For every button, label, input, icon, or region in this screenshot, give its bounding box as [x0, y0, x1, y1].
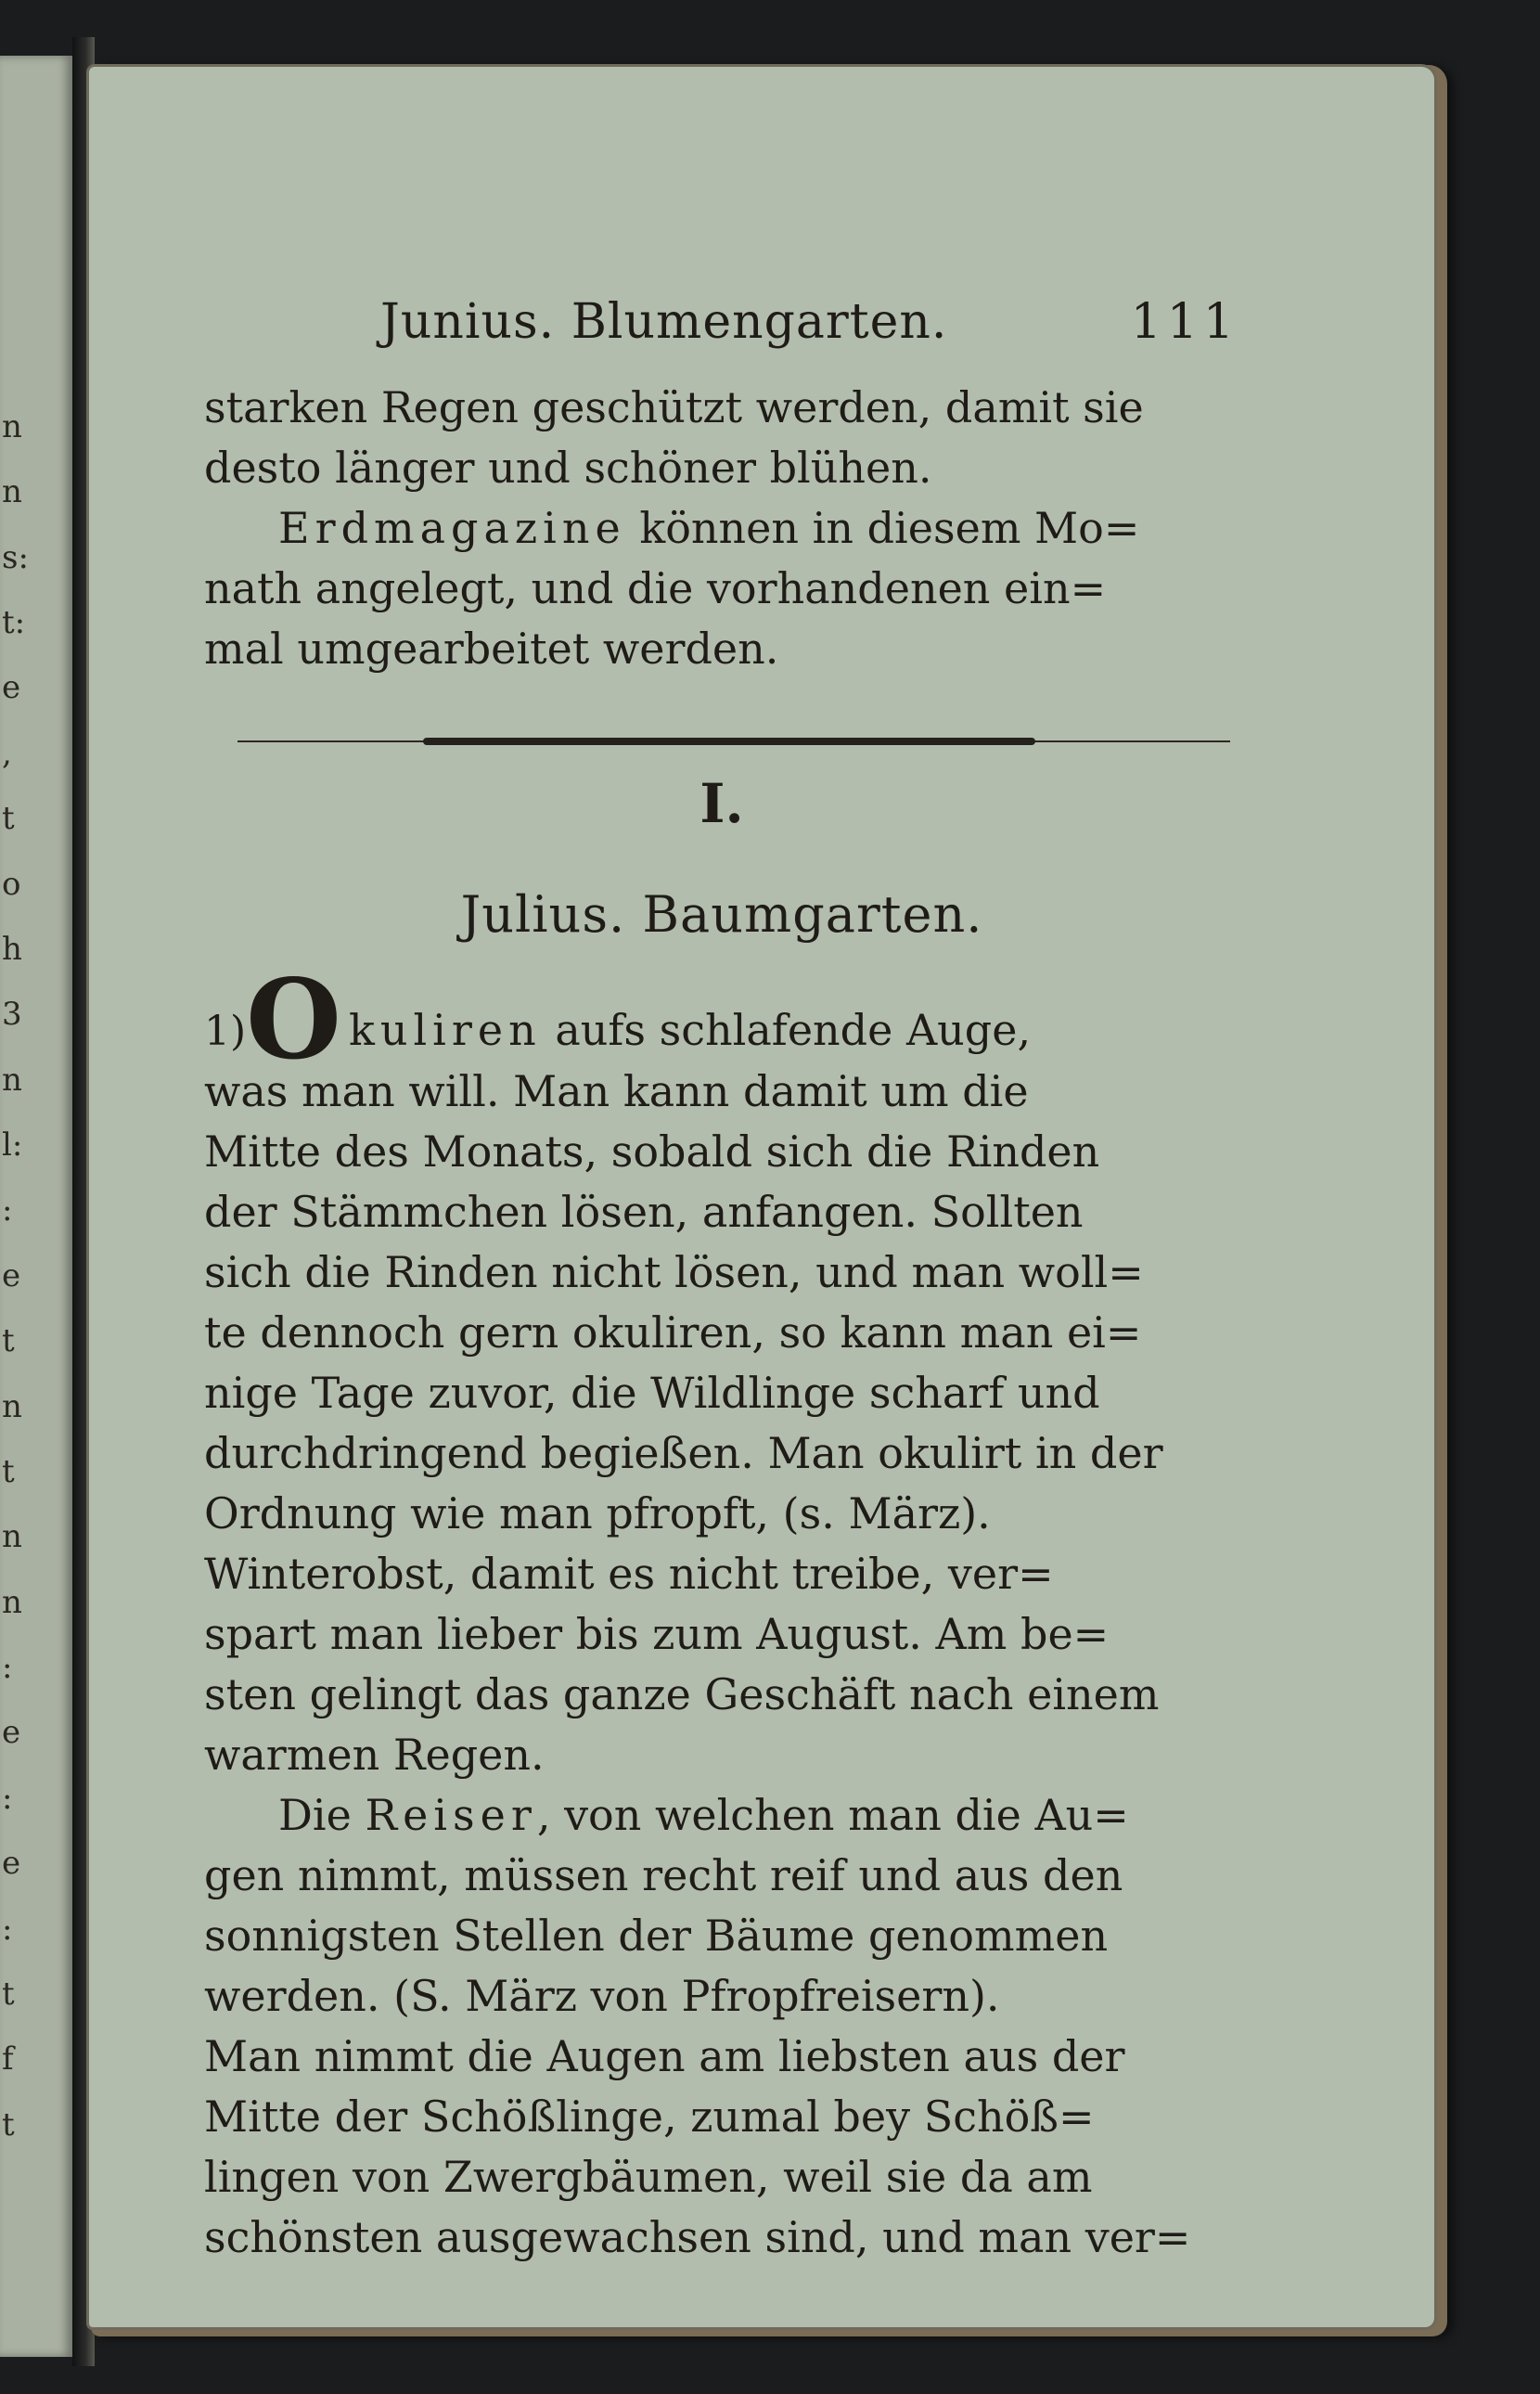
- running-head: Junius. Blumengarten.: [380, 294, 948, 350]
- text-line: werden. (S. März von Pfropfreisern).: [204, 1971, 1000, 2021]
- page-number: 111: [1130, 294, 1239, 350]
- text-line: was man will. Man kann damit um die: [204, 1066, 1029, 1116]
- left-page-fragment: h: [2, 931, 22, 968]
- page-header: [204, 294, 1239, 378]
- left-page-fragment: :: [2, 1649, 13, 1686]
- drop-capital: O: [246, 955, 341, 1084]
- text-line: nath angelegt, und die vorhandenen ein=: [204, 563, 1107, 613]
- paragraph-continuation: [204, 378, 1239, 498]
- spaced-term: kuliren: [348, 1005, 542, 1055]
- book-page: [89, 67, 1434, 2327]
- left-page-fragment: e: [2, 1257, 21, 1294]
- left-page-fragment: n: [2, 1388, 22, 1425]
- left-page-fragment: t:: [2, 604, 26, 641]
- text-line: sten gelingt das ganze Geschäft nach einem: [204, 1669, 1160, 1719]
- left-page-fragment: n: [2, 1584, 22, 1621]
- spaced-term: Erdmagazine: [278, 503, 626, 553]
- left-page-fragment: 3: [2, 996, 22, 1033]
- left-page-fragment: n: [2, 1062, 22, 1099]
- left-page-fragment: o: [2, 866, 21, 903]
- section-title: Julius. Baumgarten.: [460, 885, 983, 944]
- left-page-fragment: :: [2, 1191, 13, 1229]
- text-line: gen nimmt, müssen recht reif und aus den: [204, 1850, 1123, 1900]
- text-line: durchdringend begießen. Man okulirt in der: [204, 1428, 1163, 1478]
- left-page-fragment: t: [2, 1976, 15, 2013]
- text-line: Die: [278, 1790, 366, 1840]
- left-page-fragment: e: [2, 1714, 21, 1751]
- paragraph-erdmagazine: [204, 498, 1239, 679]
- left-page-fragment: n: [2, 473, 22, 510]
- text-line: starken Regen geschützt werden, damit sie: [204, 382, 1144, 432]
- left-page-fragment: s:: [2, 539, 29, 576]
- paragraph-reiser: [204, 1785, 1239, 2268]
- spaced-term: Reiser: [365, 1790, 537, 1840]
- text-line: te dennoch gern okuliren, so kann man ei=: [204, 1307, 1142, 1358]
- left-page-fragment: f: [2, 2040, 14, 2078]
- left-page-fragment: e: [2, 1845, 21, 1882]
- text-line: warmen Regen.: [204, 1730, 545, 1780]
- text-line: aufs schlafende Auge,: [541, 1005, 1032, 1055]
- left-page-fragment: ,: [2, 735, 12, 772]
- text-line: sich die Rinden nicht lösen, und man woll=: [204, 1247, 1144, 1297]
- text-line: Mitte des Monats, sobald sich die Rinden: [204, 1126, 1100, 1177]
- text-line: der Stämmchen lösen, anfangen. Sollten: [204, 1187, 1084, 1237]
- left-page-fragment: n: [2, 1518, 22, 1555]
- text-line: mal umgearbeitet werden.: [204, 624, 779, 674]
- text-line: Man nimmt die Augen am liebsten aus der: [204, 2031, 1125, 2081]
- text-line: schönsten ausgewachsen sind, und man ver=: [204, 2212, 1191, 2262]
- text-line: Winterobst, damit es nicht treibe, ver=: [204, 1549, 1054, 1599]
- divider-thick-line: [423, 738, 1035, 745]
- page-text-block: [204, 294, 1239, 2268]
- left-page-fragment: t: [2, 800, 15, 837]
- text-line: Mitte der Schößlinge, zumal bey Schöß=: [204, 2092, 1095, 2142]
- text-line: lingen von Zwergbäumen, weil sie da am: [204, 2152, 1093, 2202]
- left-page-fragment: t: [2, 1322, 15, 1359]
- left-page-fragment: n: [2, 408, 22, 445]
- text-line: spart man lieber bis zum August. Am be=: [204, 1609, 1110, 1659]
- text-line: sonnigsten Stellen der Bäume genommen: [204, 1911, 1109, 1961]
- left-page-fragment: l:: [2, 1126, 23, 1164]
- left-page-fragment: :: [2, 1911, 13, 1948]
- left-page-fragments: [0, 408, 72, 2171]
- left-page-fragment: t: [2, 2106, 15, 2143]
- paragraph-okuliren: [204, 955, 1239, 1785]
- text-line: können in diesem Mo=: [625, 503, 1140, 553]
- left-page-fragment: :: [2, 1780, 13, 1817]
- text-line: Ordnung wie man pfropft, (s. März).: [204, 1488, 991, 1538]
- section-number: I.: [699, 772, 744, 835]
- text-line: desto länger und schöner blühen.: [204, 443, 932, 493]
- left-page-fragment: t: [2, 1453, 15, 1490]
- section-divider: [237, 737, 1230, 746]
- item-number: 1): [204, 1008, 247, 1055]
- left-page-fragment: e: [2, 669, 21, 706]
- left-page-edge: [0, 56, 72, 2357]
- text-line: nige Tage zuvor, die Wildlinge scharf und: [204, 1368, 1100, 1418]
- text-line: , von welchen man die Au=: [536, 1790, 1129, 1840]
